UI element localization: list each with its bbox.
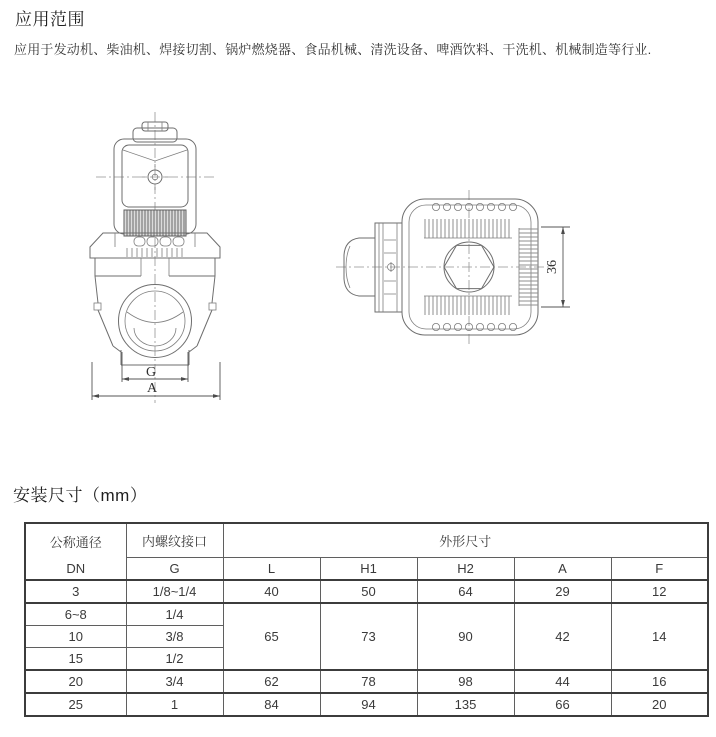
- cell-dn: 6~8: [25, 603, 126, 626]
- dimensions-section-title: 安装尺寸（mm）: [13, 486, 148, 505]
- dimension-g: [122, 352, 188, 382]
- table-header-row-2: [25, 558, 708, 581]
- header-f: F: [611, 558, 708, 581]
- table-row-dn20: [25, 670, 708, 693]
- cell-g: 1/2: [126, 648, 223, 671]
- cell-dn: 15: [25, 648, 126, 671]
- header-thread-port: 内螺纹接口: [126, 523, 223, 558]
- dim-label-36: 36: [545, 260, 560, 274]
- front-view-drawing: [90, 112, 220, 403]
- application-section-title: 应用范围: [15, 10, 85, 29]
- cell-f: 20: [611, 693, 708, 716]
- cell-h1: 78: [320, 670, 417, 693]
- cell-h2: 64: [417, 580, 514, 603]
- cell-a: 66: [514, 693, 611, 716]
- knurled-nut: [124, 210, 186, 236]
- cell-g: 1/4: [126, 603, 223, 626]
- dimension-36: [541, 227, 570, 307]
- installation-dimensions-table: [24, 522, 709, 717]
- table-header-row-1: [25, 523, 708, 558]
- header-a: A: [514, 558, 611, 581]
- table-row-dn6-8: [25, 603, 708, 626]
- cell-f: 16: [611, 670, 708, 693]
- cell-l-merged: 65: [223, 603, 320, 670]
- cell-h2-merged: 90: [417, 603, 514, 670]
- header-l: L: [223, 558, 320, 581]
- table-row-dn3: [25, 580, 708, 603]
- cell-h1: 94: [320, 693, 417, 716]
- cell-l: 84: [223, 693, 320, 716]
- dim-label-g: G: [145, 365, 157, 380]
- header-outline-size: 外形尺寸: [223, 523, 708, 558]
- header-h1: H1: [320, 558, 417, 581]
- cell-dn: 20: [25, 670, 126, 693]
- application-body-text: 应用于发动机、柴油机、焊接切割、锅炉燃烧器、食品机械、清洗设备、啤酒饮料、干洗机、机械制造等行业.: [14, 42, 652, 57]
- cell-l: 62: [223, 670, 320, 693]
- cell-h1-merged: 73: [320, 603, 417, 670]
- cell-g: 3/8: [126, 626, 223, 648]
- cell-dn: 10: [25, 626, 126, 648]
- cell-g: 3/4: [126, 670, 223, 693]
- cell-dn: 3: [25, 580, 126, 603]
- header-h2: H2: [417, 558, 514, 581]
- cell-a: 44: [514, 670, 611, 693]
- side-view-drawing: [336, 190, 570, 344]
- cell-g: 1/8~1/4: [126, 580, 223, 603]
- cell-h2: 98: [417, 670, 514, 693]
- cell-f: 12: [611, 580, 708, 603]
- table-row-dn25: [25, 693, 708, 716]
- cell-h1: 50: [320, 580, 417, 603]
- dim-label-a: A: [146, 381, 158, 396]
- header-dn-label: DN: [66, 561, 86, 576]
- cell-a: 29: [514, 580, 611, 603]
- cell-l: 40: [223, 580, 320, 603]
- header-nominal-diameter-label: 公称通径: [49, 534, 102, 550]
- cell-a-merged: 42: [514, 603, 611, 670]
- header-nominal-diameter: [25, 523, 126, 580]
- cell-h2: 135: [417, 693, 514, 716]
- cell-dn: 25: [25, 693, 126, 716]
- cell-g: 1: [126, 693, 223, 716]
- header-g: G: [126, 558, 223, 581]
- cell-f-merged: 14: [611, 603, 708, 670]
